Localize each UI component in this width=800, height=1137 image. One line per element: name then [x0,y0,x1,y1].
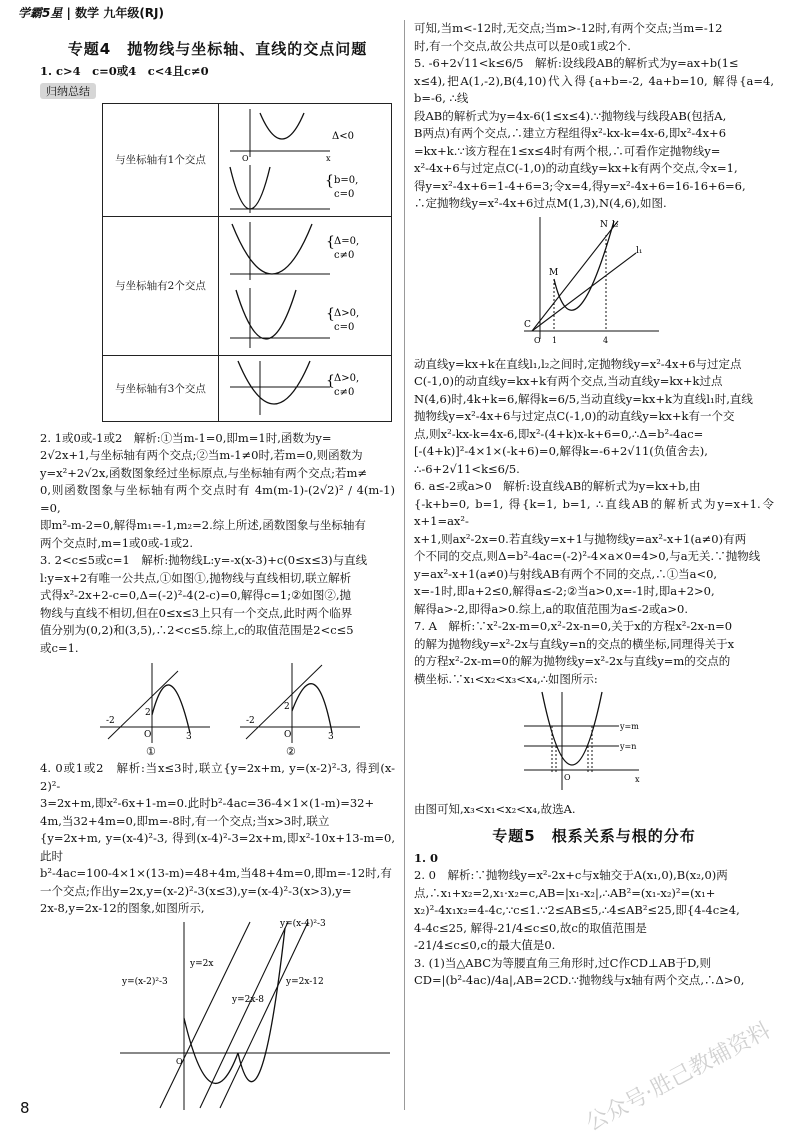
svg-text:y=2x-8: y=2x-8 [232,994,265,1005]
svg-text:-2: -2 [246,716,255,726]
table-row [103,355,392,421]
svg-text:b=0,: b=0, [334,174,359,186]
figure-2 [240,663,360,757]
section-title-5: 专题5 根系关系与根的分布 [492,826,696,845]
question-5: 5. -6+2√11<k≤6/5 解析:设线段AB的解析式为y=ax+b(1≤ x≤4),把A(1,-2),B(4,10)代入得{a+b=-2, 4a+b=10, 解得{a=4, b=-6, ∴线 段AB的解析式为y=4x-6(1≤x≤4).∵抛物线与线段AB(包括A, B两点)有两个交点,∴建立方程组得x²-kx-k=4x-6,即x²-4x+6 =kx+k.∵该方程在1≤x≤4时有两个根,∴可看作定抛物线y= x²-4x+6与过定点C(-1,0)的动直线y=kx+k有两个交点,令x=1, 得y=x²-4x+6=1-4+6=3;令x=4,得y=x²-4x+6=16-16+6=6, ∴定抛物线y=x²-4x+6过点M(1,3),N(4,6),如图. [414,56,774,210]
svg-text:c≠0: c≠0 [334,387,355,398]
svg-text:y=(x-4)²-3: y=(x-4)²-3 [280,918,326,929]
graph-q4 [40,918,395,1113]
svg-text:O: O [176,1056,183,1066]
row-graphs [219,103,392,216]
svg-text:O: O [144,730,152,740]
graph-q7 [414,688,774,798]
svg-text:y=n: y=n [620,742,637,751]
svg-text:2: 2 [284,702,290,712]
svg-text:Δ>0,: Δ>0, [334,307,360,319]
svg-text:-2: -2 [106,716,115,726]
svg-text:y=2x: y=2x [190,958,214,969]
table-row [103,103,392,216]
question-1: 1. c>4 c=0或4 c<4且c≠0 [40,64,209,78]
svg-text:3: 3 [328,732,334,742]
svg-text:O: O [564,773,571,782]
svg-text:4: 4 [603,335,609,345]
summary-table [102,103,392,422]
svg-text:2: 2 [145,708,151,718]
graph-q5 [414,213,774,353]
s2-question-3: 3. (1)当△ABC为等腰直角三角形时,过C作CD⊥AB于D,则 CD=|(b²-4ac)/4a|,AB=2CD.∵抛物线与x轴有两个交点,∴Δ>0, [414,955,745,987]
svg-text:Δ>0,: Δ>0, [334,373,360,384]
section-title-4: 专题4 抛物线与坐标轴、直线的交点问题 [67,40,368,58]
svg-text:x: x [635,775,640,784]
svg-text:{: { [326,233,335,250]
question-5-continued: 动直线y=kx+k在直线l₁,l₂之间时,定抛物线y=x²-4x+6与过定点 C(-1,0)的动直线y=kx+k有两个交点,当动直线y=kx+k过点 N(4,6)时,4k+k=6,解得k=6/5,当动直线y=kx+k为直线l₁时,直线 抛物线y=x²-4x+6与过定点C(-1,0)的动直线y=kx+k有一个交 点,则x²-kx-k=4x-6,即x²-(4+k)x-k+6=0,∴Δ=b²-4ac= [-(4+k)]²-4×1×(-k+6)=0,解得k=-6+2√11(负值舍去), ∴-6+2√11<k≤6/5. [414,356,753,476]
graph-three-intersections [220,357,390,419]
svg-text:x: x [326,153,331,163]
svg-text:O: O [242,153,249,163]
graph-two-intersections [220,218,390,354]
question-7-conclusion: 由图可知,x₃<x₁<x₂<x₄,故选A. [414,802,576,816]
figures-q3 [40,657,395,757]
svg-text:c=0: c=0 [334,321,355,333]
svg-text:y=2x-12: y=2x-12 [286,976,324,987]
svg-text:y=(x-2)²-3: y=(x-2)²-3 [122,976,168,987]
s2-question-1: 1. 0 [414,850,439,865]
watermark: 公众号·胜己教辅资料 [582,1018,775,1137]
svg-text:Δ<0: Δ<0 [332,130,354,142]
question-2: 2. 1或0或-1或2 解析:①当m-1=0,即m=1时,函数为y= 2√2x+1,与坐标轴有两个交点;②当m-1≠0时,若m=0,则函数为 y=x²+2√2x,函数图象经过坐标原点,与坐标轴有两个交点;若m≠ 0,则函数图象与坐标轴有两个交点时有 4m(m-1)-(2√2)² / 4(m-1) =0, 即m²-m-2=0,解得m₁=-1,m₂=2.综上所述,函数图象与坐标轴有 两个交点时,m=1或0或-1或2. [40,430,395,550]
svg-text:①: ① [146,745,156,757]
question-4-continued: 可知,当m<-12时,无交点;当m>-12时,有两个交点;当m=-12 时,有一个交点,故公共点可以是0或1或2个. [414,21,723,53]
grade: 九年级(RJ) [103,6,164,20]
question-4: 4. 0或1或2 解析:当x≤3时,联立{y=2x+m, y=(x-2)²-3, 得到(x-2)²- 3=2x+m,即x²-6x+1-m=0.此时b²-4ac=36-4×1×(1-m)=32+ 4m,当32+4m=0,即m=-8时,有一个交点;当x>3时,联立 {y=2x+m, y=(x-4)²-3, 得到(x-4)²-3=2x+m,即x²-10x+13-m=0,此时 b²-4ac=100-4×1×(13-m)=48+4m,当48+4m=0,即m=-12时,有 一个交点;作出y=2x,y=(x-2)²-3(x≤3),y=(x-4)²-3(x>3),y= 2x-8,y=2x-12的图象,如图所示, [40,761,395,915]
page-header: 学霸5星 | 数学 九年级(RJ) [18,6,164,20]
question-7: 7. A 解析:∵x²-2x-m=0,x²-2x-n=0,关于x的方程x²-2x-n=0 的解为抛物线y=x²-2x与直线y=n的交点的横坐标,同理得关于x 的方程x²-2x-m=0的解为抛物线y=x²-2x与直线y=m的交点的 横坐标.∵x₁<x₂<x₃<x₄,∴如图所示: [414,619,735,686]
figure-1 [100,663,210,757]
svg-text:1: 1 [552,335,558,345]
question-6: 6. a≤-2或a>0 解析:设直线AB的解析式为y=kx+b,由 {-k+b=0, b=1, 得{k=1, b=1, ∴直线AB的解析式为y=x+1.令x+1=ax²- x+1,则ax²-2x=0.若直线y=x+1与抛物线y=ax²-x+1(a≠0)有两 个不同的交点,则Δ=b²-4ac=(-2)²-4×a×0=4>0,与a无关.∵抛物线 y=ax²-x+1(a≠0)与射线AB有两个不同的交点,∴①当a<0, x=-1时,即a+2≤0,解得a≤-2;②当a>0,x=-1时,即a+2>0, 解得a>-2,即得a>0.综上,a的取值范围为a≤-2或a>0. [414,479,774,616]
question-3: 3. 2<c≤5或c=1 解析:抛物线L:y=-x(x-3)+c(0≤x≤3)与直线 l:y=x+2有唯一公共点,①如图①,抛物线与直线相切,联立解析 式得x²-2x+2-c=0,Δ=(-2)²-4(2-c)=0,解得c=1;②如图②,抛 物线与直线不相切,但在0≤x≤3上只有一个交点,此时两个临界 值分别为(0,2)和(3,5),∴2<c≤5.综上,c的取值范围是2<c≤5 或c=1. [40,553,368,655]
svg-text:C: C [524,319,531,330]
graph-one-intersection [220,105,390,215]
svg-text:3: 3 [186,732,192,742]
svg-text:②: ② [286,745,296,757]
page-number: 8 [20,1099,30,1117]
svg-text:O: O [284,730,292,740]
svg-text:{: { [326,373,335,389]
row-graphs [219,216,392,355]
s2-question-2: 2. 0 解析:∵抛物线y=x²-2x+c与x轴交于A(x₁,0),B(x₂,0)两 点,∴x₁+x₂=2,x₁·x₂=c,AB=|x₁-x₂|,∴AB²=(x₁-x₂)²=(x₁+ x₂)²-4x₁x₂=4-4c,∵c≤1.∵2≤AB≤5,∴4≤AB²≤25,即{4-4c≥4, 4-4c≤25, 解得-21/4≤c≤0,故c的取值范围是 -21/4≤c≤0,c的最大值是0. [414,868,740,952]
svg-text:M: M [549,267,559,278]
row-label: 与坐标轴有1个交点 [103,103,219,216]
subject: 数学 [75,6,100,20]
row-label: 与坐标轴有2个交点 [103,216,219,355]
svg-text:{: { [326,305,335,322]
right-column [414,20,774,990]
svg-text:c=0: c=0 [334,188,355,200]
svg-text:l₂: l₂ [612,219,619,230]
svg-text:O: O [534,335,541,345]
row-label: 与坐标轴有3个交点 [103,355,219,421]
column-divider [404,20,405,1110]
svg-text:Δ=0,: Δ=0, [334,235,360,247]
svg-text:c≠0: c≠0 [334,249,355,261]
brand-logo: 学霸5星 [18,6,63,20]
row-graphs [219,355,392,421]
svg-text:l₁: l₁ [636,245,643,256]
summary-tag: 归纳总结 [40,83,96,99]
svg-text:N: N [600,219,608,230]
table-row [103,216,392,355]
left-column [40,20,395,1116]
svg-text:y=m: y=m [620,722,639,731]
svg-text:{: { [325,172,334,189]
